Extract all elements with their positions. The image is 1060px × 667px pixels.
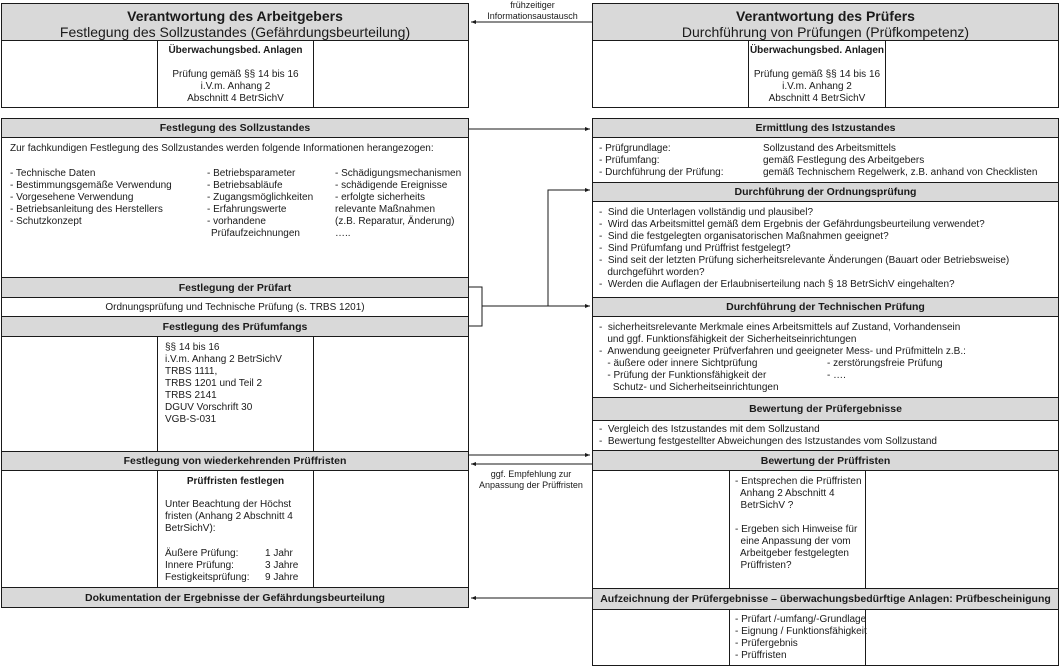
technische-pruefung-subitem: - Prüfung der Funktionsfähigkeit der (599, 370, 767, 381)
sollzustand-header: Festlegung des Sollzustandes (1, 118, 469, 138)
bewertung-fristen-line: - Ergeben sich Hinweise für (735, 524, 858, 535)
technische-pruefung-line: - Anwendung geeigneter Prüfverfahren und geeigneter Mess- und Prüfmitteln z.B.: (599, 346, 966, 357)
employer-intro-box (1, 40, 469, 108)
info-exchange-label-line: frühzeitiger (510, 0, 555, 10)
inspector-responsibility-header (592, 3, 1059, 41)
ordnungspruefung-line: - Sind die festgelegten organisatorischen Maßnahmen geeignet? (599, 231, 889, 242)
inspector-intro-line: Prüfung gemäß §§ 14 bis 16 (753, 69, 881, 80)
sollzustand-item: - schädigende Ereignisse (335, 180, 448, 191)
pruefumfang-line: TRBS 2141 (165, 390, 217, 401)
pruefart-header: Festlegung der Prüfart (1, 277, 469, 298)
pruefumfang-body (1, 336, 469, 452)
istzustand-label: - Durchführung der Prüfung: (599, 167, 724, 178)
ordnungspruefung-line: - Sind die Unterlagen vollständig und plausibel? (599, 207, 814, 218)
aufzeichnung-header: Aufzeichnung der Prüfergebnisse – überwachungsbedürftige Anlagen: Prüfbescheinigung (592, 588, 1059, 610)
ordnungspruefung-line: durchgeführt worden? (599, 267, 705, 278)
prueffristen-line: fristen (Anhang 2 Abschnitt 4 (165, 511, 293, 522)
bewertung-ergebnisse-body (592, 420, 1059, 451)
sollzustand-item: - Betriebsanleitung des Herstellers (10, 204, 163, 215)
istzustand-label: - Prüfgrundlage: (599, 143, 671, 154)
sollzustand-body (1, 137, 469, 278)
sollzustand-item: - Technische Daten (10, 168, 96, 179)
prueffristen-line: Unter Beachtung der Höchst (165, 499, 292, 510)
employer-intro-line: Abschnitt 4 BetrSichV (187, 93, 284, 104)
aufzeichnung-line: - Prüfergebnis (735, 638, 798, 649)
pruefumfang-line: VGB-S-031 (165, 414, 217, 425)
bewertung-fristen-line: Arbeitgeber festgelegten (735, 548, 849, 559)
prueffristen-subtitle: Prüffristen festlegen (186, 476, 285, 487)
sollzustand-item: - Schädigungsmechanismen (335, 168, 462, 179)
employer-intro-line: Prüfung gemäß §§ 14 bis 16 (172, 69, 299, 80)
sollzustand-item: - Schutzkonzept (10, 216, 82, 227)
dokumentation-header: Dokumentation der Ergebnisse der Gefährdungsbeurteilung (1, 587, 469, 608)
bewertung-fristen-line: Anhang 2 Abschnitt 4 (735, 488, 835, 499)
pruefumfang-line: §§ 14 bis 16 (165, 342, 220, 353)
recommendation-label (470, 469, 592, 490)
istzustand-header: Ermittlung des Istzustandes (592, 118, 1059, 138)
prueffristen-header: Festlegung von wiederkehrenden Prüffristen (1, 451, 469, 471)
pruefart-bracket (469, 287, 482, 326)
bewertung-fristen-line: eine Anpassung der vom (735, 536, 851, 547)
pruefumfang-line: TRBS 1201 und Teil 2 (165, 378, 263, 389)
istzustand-value: gemäß Technischem Regelwerk, z.B. anhand von Checklisten (763, 167, 1038, 178)
inspector-intro-box (592, 40, 1059, 108)
inspector-responsibility-subtitle: Durchführung von Prüfungen (Prüfkompetenz) (681, 24, 970, 40)
sollzustand-intro: Zur fachkundigen Festlegung des Sollzustandes werden folgende Informationen herangezogen: (10, 143, 434, 154)
employer-responsibility-title: Verantwortung des Arbeitgebers (127, 8, 343, 24)
sollzustand-item: - Vorgesehene Verwendung (10, 192, 134, 203)
inspector-intro-line: Abschnitt 4 BetrSichV (768, 93, 866, 104)
sollzustand-item: - Betriebsabläufe (207, 180, 283, 191)
recommendation-label-line: ggf. Empfehlung zur (490, 469, 572, 479)
info-exchange-label (475, 0, 590, 21)
technische-pruefung-subitem: Schutz- und Sicherheitseinrichtungen (599, 382, 779, 393)
interval-value: 1 Jahr (265, 548, 293, 559)
aufzeichnung-line: - Prüffristen (735, 650, 787, 661)
ordnungspruefung-line: - Sind Prüfumfang und Prüffrist festgelegt? (599, 243, 791, 254)
bewertung-ergebnisse-header: Bewertung der Prüfergebnisse (592, 397, 1059, 421)
sollzustand-item: relevante Maßnahmen (335, 204, 436, 215)
technische-pruefung-subitem: - zerstörungsfreie Prüfung (827, 358, 943, 369)
interval-label: Festigkeitsprüfung: (165, 572, 250, 583)
bewertung-fristen-body (592, 470, 1059, 589)
sollzustand-item: - Bestimmungsgemäße Verwendung (10, 180, 172, 191)
recommendation-label-line: Anpassung der Prüffristen (479, 479, 583, 490)
ordnungspruefung-header: Durchführung der Ordnungsprüfung (592, 182, 1059, 202)
technische-pruefung-line: - sicherheitsrelevante Merkmale eines Arbeitsmittels auf Zustand, Vorhandensein (599, 322, 961, 333)
sollzustand-item: (z.B. Reparatur, Änderung) (335, 216, 455, 227)
technische-pruefung-line: und ggf. Funktionsfähigkeit der Sicherheitseinrichtungen (599, 334, 857, 345)
bewertung-fristen-line: - Entsprechen die Prüffristen (735, 476, 862, 487)
pruefumfang-line: TRBS 1111, (165, 366, 218, 377)
sollzustand-item: - Betriebsparameter (207, 168, 296, 179)
bracket-to-ordnung-arrow (548, 190, 590, 306)
inspector-intro-line: i.V.m. Anhang 2 (782, 81, 852, 92)
sollzustand-item: - Erfahrungswerte (207, 204, 287, 215)
istzustand-value: Sollzustand des Arbeitsmittels (763, 143, 896, 154)
pruefumfang-header: Festlegung des Prüfumfangs (1, 316, 469, 337)
aufzeichnung-line: - Prüfart /-umfang/-Grundlage (735, 614, 867, 625)
inspector-responsibility-title: Verantwortung des Prüfers (736, 8, 915, 24)
sollzustand-item: ….. (335, 228, 351, 239)
employer-responsibility-subtitle: Festlegung des Sollzustandes (Gefährdungsbeurteilung) (59, 24, 411, 40)
ordnungspruefung-line: - Sind seit der letzten Prüfung sicherheitsrelevante Änderungen (Bauart oder Betriebsweise) (599, 255, 1010, 266)
sollzustand-item: - Zugangsmöglichkeiten (207, 192, 314, 203)
bewertung-fristen-header: Bewertung der Prüffristen (592, 450, 1059, 471)
pruefumfang-line: i.V.m. Anhang 2 BetrSichV (165, 354, 282, 365)
prueffristen-body (1, 470, 469, 588)
pruefart-content-text: Ordnungsprüfung und Technische Prüfung (s. TRBS 1201) (105, 302, 365, 313)
inspector-intro-title: Überwachungsbed. Anlagen (749, 45, 885, 56)
istzustand-label: - Prüfumfang: (599, 155, 660, 166)
employer-intro-title: Überwachungsbed. Anlagen (168, 45, 303, 56)
aufzeichnung-line: - Eignung / Funktionsfähigkeit (735, 626, 867, 637)
ordnungspruefung-line: - Wird das Arbeitsmittel gemäß dem Ergebnis der Gefährdungsbeurteilung verwendet? (599, 219, 985, 230)
bewertung-fristen-line: BetrSichV ? (735, 500, 794, 511)
pruefart-content (1, 297, 469, 317)
interval-value: 9 Jahre (265, 572, 299, 583)
technische-pruefung-header: Durchführung der Technischen Prüfung (592, 297, 1059, 317)
sollzustand-item: Prüfaufzeichnungen (211, 228, 300, 239)
employer-intro-line: i.V.m. Anhang 2 (200, 81, 271, 92)
bewertung-ergebnisse-line: - Vergleich des Istzustandes mit dem Sollzustand (599, 424, 820, 435)
aufzeichnung-body (592, 609, 1059, 666)
interval-label: Innere Prüfung: (165, 560, 234, 571)
technische-pruefung-subitem: - äußere oder innere Sichtprüfung (599, 358, 758, 369)
sollzustand-item: - vorhandene (207, 216, 266, 227)
interval-value: 3 Jahre (265, 560, 299, 571)
interval-label: Äußere Prüfung: (165, 548, 239, 559)
technische-pruefung-subitem: - …. (827, 370, 846, 381)
sollzustand-item: - erfolgte sicherheits (335, 192, 426, 203)
bewertung-ergebnisse-line: - Bewertung festgestellter Abweichungen des Istzustandes vom Sollzustand (599, 436, 937, 447)
pruefumfang-line: DGUV Vorschrift 30 (165, 402, 253, 413)
employer-responsibility-header (1, 3, 469, 41)
info-exchange-label-line: Informationsaustausch (487, 10, 578, 21)
technische-pruefung-body (592, 316, 1059, 398)
ordnungspruefung-body (592, 201, 1059, 298)
prueffristen-line: BetrSichV): (165, 523, 216, 534)
istzustand-value: gemäß Festlegung des Arbeitgebers (763, 155, 925, 166)
istzustand-body (592, 137, 1059, 183)
ordnungspruefung-line: - Werden die Auflagen der Erlaubniserteilung nach § 18 BetrSichV eingehalten? (599, 279, 955, 290)
bewertung-fristen-line: Prüffristen? (735, 560, 792, 571)
